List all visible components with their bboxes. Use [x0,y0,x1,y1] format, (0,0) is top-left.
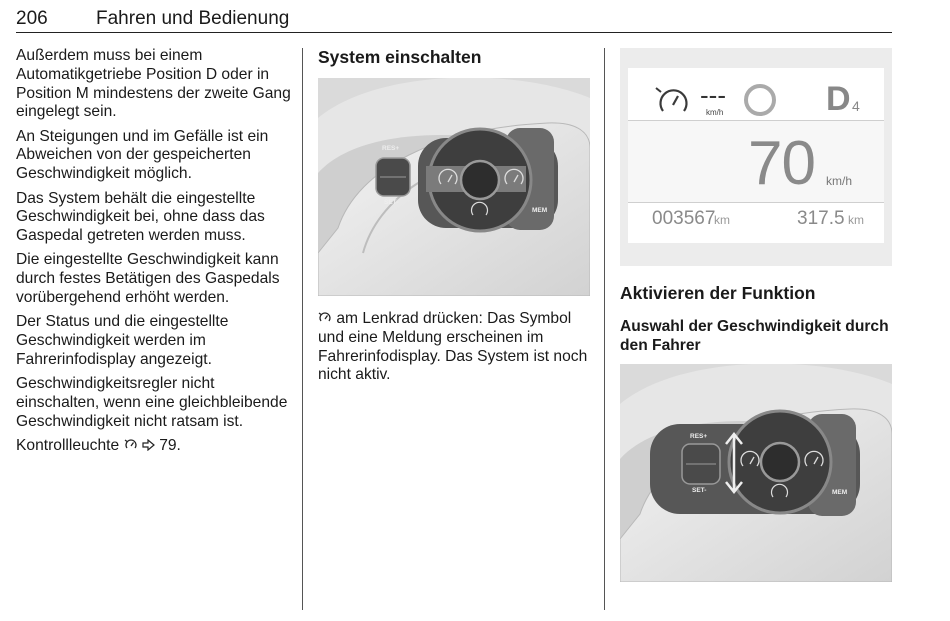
cruise-control-icon [124,437,142,454]
cruise-control-icon [654,84,690,121]
res-button-label: RES+ [382,145,400,152]
cruise-control-icon [318,310,336,327]
driver-info-display [620,48,892,266]
paragraph: Außerdem muss bei einem Automatikgetriebe Position D oder in Position M mindestens der zweite Gang eingelegt sein. [16,47,291,121]
set-button-label: SET- [384,199,399,206]
steering-wheel-illustration-set [620,364,892,582]
mem-button-label: MEM [832,489,848,496]
steering-wheel-illustration [318,78,590,296]
reference-page-link[interactable]: 79. [159,437,181,455]
set-button-label: SET- [692,487,707,494]
column-divider-left [302,48,303,610]
mem-button-label: MEM [532,207,548,214]
section-heading-system-on: System einschalten [318,47,482,67]
current-speed: 70 [748,129,815,198]
odometer-unit: km [714,213,730,227]
set-speed-dashes: --- [700,80,726,110]
trip-unit: km [848,213,864,227]
caption-text: am Lenkrad drücken: Das Symbol und eine Meldung erscheinen im Fahrerinfodisplay. Das System ist noch nicht aktiv. [318,310,588,384]
set-speed-unit: km/h [706,108,724,117]
section-heading-activate: Aktivieren der Funktion [620,283,816,303]
paragraph: An Steigungen und im Gefälle ist ein Abweichen von der gespeicherten Geschwindigkeit möglich. [16,127,269,183]
current-speed-unit: km/h [826,174,853,188]
caption-system-on [318,310,594,385]
subheading-speed-selection: Auswahl der Geschwindigkeit durch den Fahrer [620,318,889,354]
status-ring-icon [744,84,776,116]
reference-arrow-icon [142,437,159,454]
page-header [16,6,892,33]
reference-label: Kontrollleuchte [16,437,120,455]
gear-indicator: D [826,80,851,118]
left-column [16,47,292,461]
paragraph: Das System behält die eingestellte Geschwindigkeit bei, ohne dass das Gaspedal getreten werden muss. [16,189,265,245]
gear-number: 4 [852,98,860,114]
column-divider-right [604,48,605,610]
paragraph: Geschwindigkeitsregler nicht einschalten, wenn eine gleichbleibende Geschwindigkeit nicht ratsam ist. [16,375,288,430]
paragraph: Die eingestellte Geschwindigkeit kann durch festes Betätigen des Gaspedals vorübergehend erhöht werden. [16,251,280,307]
warning-light-reference [16,437,292,456]
page-number: 206 [16,8,48,29]
odometer-value: 003567 [652,208,716,229]
paragraph: Der Status und die eingestellte Geschwindigkeit werden im Fahrerinfodisplay angezeigt. [16,313,229,368]
res-button-label: RES+ [690,433,708,440]
trip-value: 317.5 [797,208,845,229]
chapter-title: Fahren und Bedienung [96,8,290,29]
